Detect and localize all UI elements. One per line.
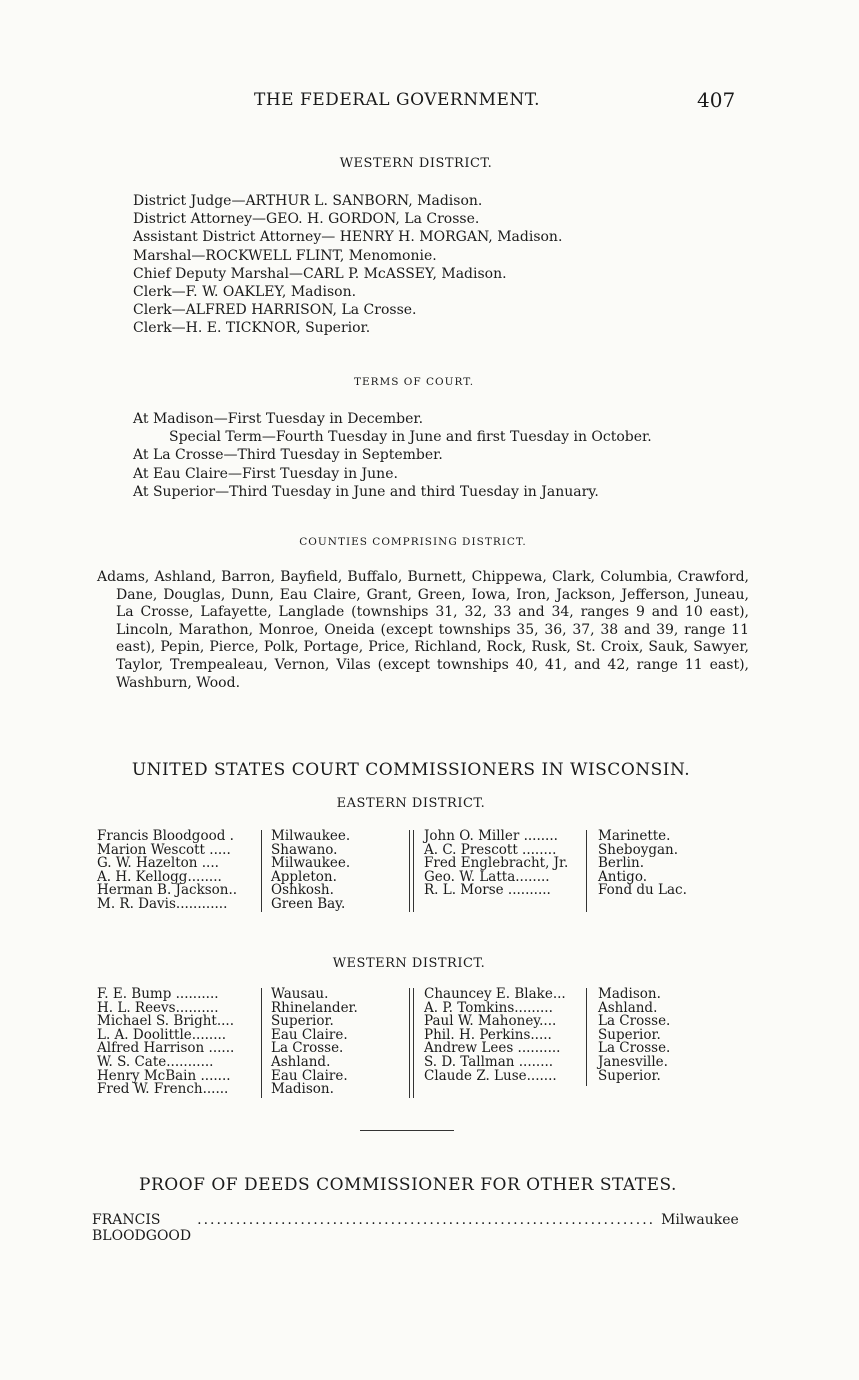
commissioner-name: R. L. Morse .......... xyxy=(424,882,551,899)
commissioner-place: Milwaukee. xyxy=(271,855,351,872)
officer-line: Clerk—F. W. OAKLEY, Madison. xyxy=(133,284,357,301)
commissioner-name: L. A. Doolittle........ xyxy=(97,1026,227,1043)
commissioner-place: Marinette. xyxy=(598,828,671,844)
commissioner-name: Claude Z. Luse....... xyxy=(424,1067,557,1084)
column-rule xyxy=(261,830,262,912)
proof-of-deeds-heading: PROOF OF DEEDS COMMISSIONER FOR OTHER STATES. xyxy=(139,1175,677,1195)
commissioner-place: Janesville. xyxy=(598,1053,668,1070)
commissioner-place: Milwaukee. xyxy=(271,828,351,844)
commissioner-name: A. P. Tomkins......... xyxy=(424,999,553,1016)
terms-of-court-heading: TERMS OF COURT. xyxy=(353,376,475,388)
commissioner-name: Chauncey E. Blake... xyxy=(424,986,566,1002)
leader-dots: ....................................................................... xyxy=(197,1212,656,1228)
column-rule xyxy=(413,830,414,912)
section-divider xyxy=(360,1130,454,1131)
term-line: At Superior—Third Tuesday in June and third Tuesday in January. xyxy=(133,483,599,500)
commissioner-name: Marion Wescott ..... xyxy=(97,841,231,858)
officers-list xyxy=(133,192,562,338)
counties-heading: COUNTIES COMPRISING DISTRICT. xyxy=(299,536,527,548)
commissioner-name: A. C. Prescott ........ xyxy=(424,841,557,858)
commissioner-place: La Crosse. xyxy=(598,1040,671,1057)
term-line: At Eau Claire—First Tuesday in June. xyxy=(133,465,398,482)
commissioner-place: Wausau. xyxy=(271,986,329,1002)
commissioner-place: Oshkosh. xyxy=(271,882,334,899)
commissioner-name: G. W. Hazelton .... xyxy=(97,855,219,872)
commissioner-place: Fond du Lac. xyxy=(598,882,687,899)
proof-of-deeds-entry xyxy=(92,1212,739,1244)
term-line: At La Crosse—Third Tuesday in September. xyxy=(133,447,443,464)
term-line: At Madison—First Tuesday in December. xyxy=(133,411,424,427)
commissioner-place: Superior. xyxy=(598,1067,661,1084)
officer-line: District Attorney—GEO. H. GORDON, La Crosse. xyxy=(133,211,480,228)
commissioner-name: Michael S. Bright.... xyxy=(97,1013,235,1030)
column-rule xyxy=(409,830,410,912)
commissioner-name: Herman B. Jackson.. xyxy=(97,882,238,899)
commissioner-name: Andrew Lees .......... xyxy=(424,1040,561,1057)
commissioner-place: Eau Claire. xyxy=(271,1067,348,1084)
western-commissioners-heading: WESTERN DISTRICT. xyxy=(332,956,486,971)
commissioner-place: La Crosse. xyxy=(271,1040,344,1057)
commissioner-place: Eau Claire. xyxy=(271,1026,348,1043)
column-rule xyxy=(261,988,262,1098)
commissioner-place: Sheboygan. xyxy=(598,841,679,858)
commissioner-name: W. S. Cate........... xyxy=(97,1053,214,1070)
column-rule xyxy=(413,988,414,1098)
term-line: Special Term—Fourth Tuesday in June and first Tuesday in October. xyxy=(169,429,652,446)
commissioner-name: Fred Englebracht, Jr. xyxy=(424,855,569,872)
western-commissioners-table xyxy=(97,988,717,1100)
proof-of-deeds-name: FRANCIS BLOODGOOD xyxy=(92,1212,192,1244)
eastern-district-heading: EASTERN DISTRICT. xyxy=(336,796,486,811)
page-number: 407 xyxy=(697,88,736,112)
commissioner-place: Rhinelander. xyxy=(271,999,358,1016)
commissioner-place: Superior. xyxy=(598,1026,661,1043)
commissioner-name: Phil. H. Perkins..... xyxy=(424,1026,552,1043)
counties-paragraph: Adams, Ashland, Barron, Bayfield, Buffalo, Burnett, Chippewa, Clark, Columbia, Crawford, Dane, Douglas, Dunn, Eau Claire, Grant, Green, Iowa, Iron, Jackson, Jefferson, Juneau, La Crosse, Lafayette, Langlade (townships 31, 32, 33 and 34, ranges 9 and 10 east), Lincoln, Marathon, Monroe, Oneida (except townships 35, 36, 37, 38 and 39, range 11 east), Pepin, Pierce, Polk, Portage, Price, Richland, Rock, Rusk, St. Croix, Sauk, Sawyer, Taylor, Trempealeau, Vernon, Vilas (except townships 40, 41, and 42, range 11 east), Washburn, Wood. xyxy=(97,569,749,691)
officer-line: Assistant District Attorney— HENRY H. MORGAN, Madison. xyxy=(133,229,563,246)
officer-line: Chief Deputy Marshal—CARL P. McASSEY, Madison. xyxy=(133,265,507,282)
commissioner-place: Antigo. xyxy=(598,868,648,885)
commissioner-place: La Crosse. xyxy=(598,1013,671,1030)
commissioner-name: Paul W. Mahoney.... xyxy=(424,1013,557,1030)
commissioner-name: H. L. Reevs.......... xyxy=(97,999,219,1016)
commissioner-place: Madison. xyxy=(598,986,661,1002)
commissioner-name: S. D. Tallman ........ xyxy=(424,1053,554,1070)
commissioner-name: Alfred Harrison ...... xyxy=(97,1040,235,1057)
column-rule xyxy=(586,988,587,1086)
commissioner-place: Appleton. xyxy=(271,868,337,885)
column-rule xyxy=(409,988,410,1098)
commissioner-name: A. H. Kellogg........ xyxy=(97,868,222,885)
commissioner-place: Ashland. xyxy=(271,1053,331,1070)
officer-line: Marshal—ROCKWELL FLINT, Menomonie. xyxy=(133,247,437,264)
commissioner-place: Ashland. xyxy=(598,999,658,1016)
eastern-commissioners-table xyxy=(97,830,717,914)
commissioner-name: M. R. Davis............ xyxy=(97,895,228,912)
officer-line: Clerk—ALFRED HARRISON, La Crosse. xyxy=(133,302,417,319)
commissioners-heading: UNITED STATES COURT COMMISSIONERS IN WISCONSIN. xyxy=(131,760,691,780)
commissioner-place: Shawano. xyxy=(271,841,338,858)
officer-line: District Judge—ARTHUR L. SANBORN, Madison. xyxy=(133,193,483,209)
running-title: THE FEDERAL GOVERNMENT. xyxy=(254,90,541,110)
column-rule xyxy=(586,830,587,912)
western-district-heading: WESTERN DISTRICT. xyxy=(339,156,493,171)
commissioner-name: John O. Miller ........ xyxy=(424,828,558,844)
commissioner-place: Madison. xyxy=(271,1081,334,1098)
commissioner-name: F. E. Bump .......... xyxy=(97,986,219,1002)
commissioner-name: Geo. W. Latta........ xyxy=(424,868,550,885)
officer-line: Clerk—H. E. TICKNOR, Superior. xyxy=(133,320,371,337)
commissioner-place: Green Bay. xyxy=(271,895,346,912)
commissioner-name: Henry McBain ....... xyxy=(97,1067,231,1084)
proof-of-deeds-place: Milwaukee xyxy=(661,1212,739,1228)
commissioner-name: Fred W. French...... xyxy=(97,1081,229,1098)
commissioner-place: Berlin. xyxy=(598,855,644,872)
terms-list xyxy=(133,410,652,501)
commissioner-place: Superior. xyxy=(271,1013,334,1030)
commissioner-name: Francis Bloodgood . xyxy=(97,828,234,844)
